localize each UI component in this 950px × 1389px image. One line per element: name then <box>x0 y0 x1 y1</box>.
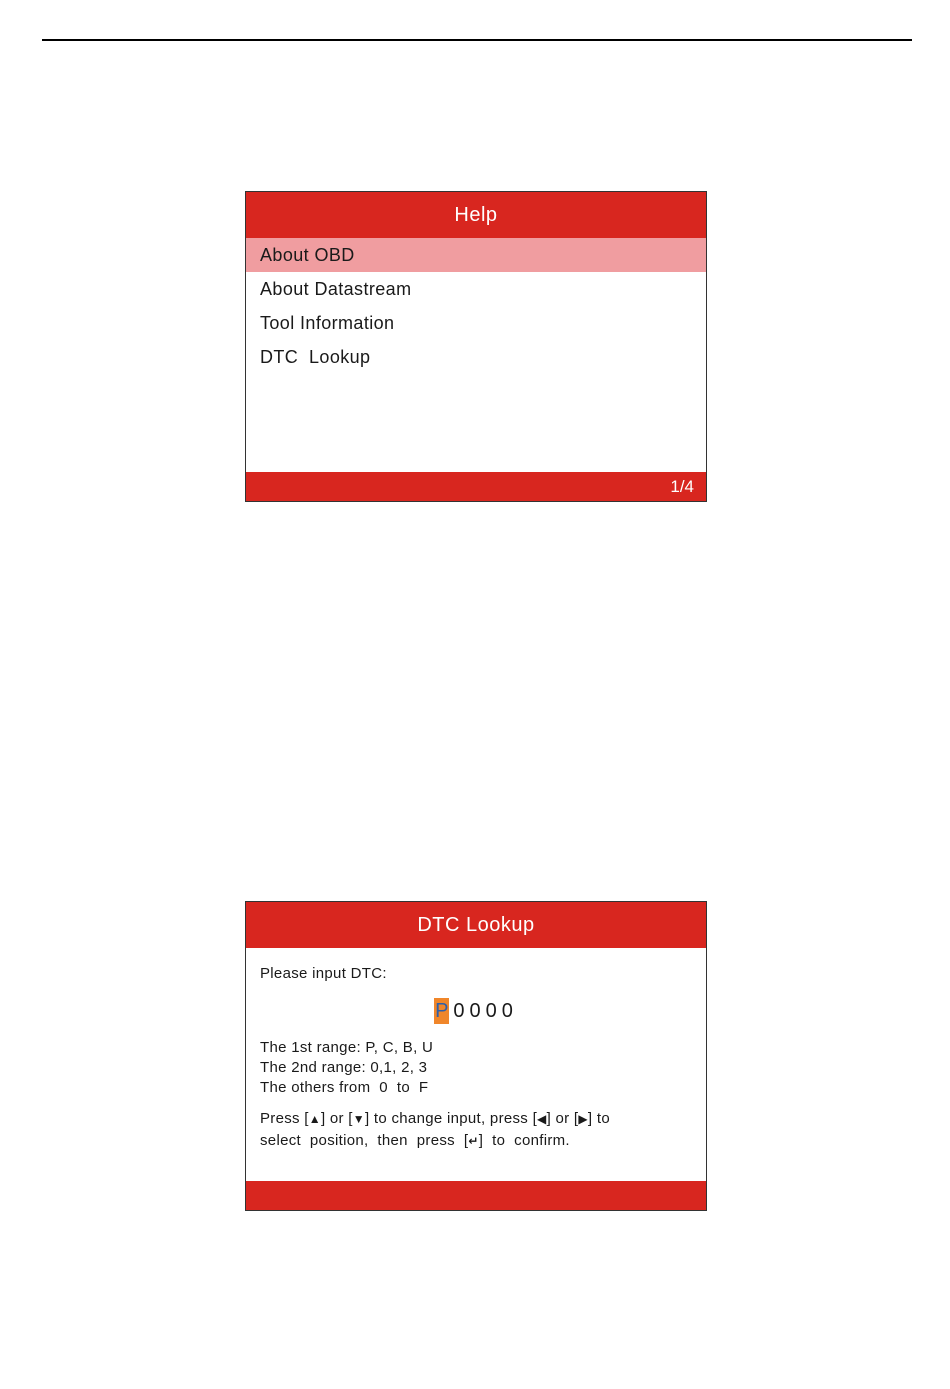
menu-item-about-obd[interactable]: About OBD <box>246 238 706 272</box>
instruction-text: ] or [ <box>320 1110 353 1127</box>
instruction-text: select position, then press [ <box>260 1132 469 1149</box>
dtc-instructions <box>260 1108 692 1152</box>
down-arrow-icon: ▼ <box>352 1112 365 1126</box>
dtc-title: DTC Lookup <box>417 913 535 936</box>
instruction-line-2 <box>260 1130 692 1152</box>
instruction-text: Press [ <box>260 1110 309 1127</box>
dtc-code-input[interactable] <box>260 998 692 1024</box>
instruction-line-1 <box>260 1108 692 1130</box>
code-char[interactable]: 0 <box>469 1000 486 1022</box>
left-arrow-icon: ◀ <box>537 1112 547 1126</box>
dtc-body <box>260 948 692 1152</box>
range-line: The 2nd range: 0,1, 2, 3 <box>260 1059 428 1076</box>
instruction-text: ] or [ <box>546 1110 579 1127</box>
instruction-text: ] to <box>587 1110 610 1127</box>
help-footer-bar <box>246 472 706 501</box>
menu-item-tool-information[interactable]: Tool Information <box>260 313 395 333</box>
instruction-text: ] to confirm. <box>478 1132 570 1149</box>
right-arrow-icon: ▶ <box>578 1112 588 1126</box>
enter-key-icon: ↵ <box>468 1134 479 1148</box>
up-arrow-icon: ▲ <box>308 1112 321 1126</box>
help-title: Help <box>454 203 498 226</box>
page-indicator: 1/4 <box>670 476 694 496</box>
code-char[interactable]: 0 <box>501 1000 518 1022</box>
instruction-text: ] to change input, press [ <box>364 1110 538 1127</box>
dtc-footer-bar <box>246 1181 706 1210</box>
top-rule <box>42 39 912 41</box>
help-screen <box>245 191 707 502</box>
code-char[interactable]: 0 <box>485 1000 502 1022</box>
menu-item-dtc-lookup[interactable]: DTC Lookup <box>260 347 371 367</box>
code-char-active[interactable]: P <box>435 1000 449 1022</box>
code-char[interactable]: 0 <box>453 1000 470 1022</box>
range-line: The 1st range: P, C, B, U <box>260 1039 434 1056</box>
dtc-lookup-screen <box>245 901 707 1211</box>
help-menu <box>246 238 706 374</box>
range-line: The others from 0 to F <box>260 1079 429 1096</box>
menu-item-about-datastream[interactable]: About Datastream <box>260 279 412 299</box>
dtc-prompt: Please input DTC: <box>260 965 387 982</box>
dtc-title-bar <box>246 902 706 948</box>
dtc-ranges <box>260 1038 692 1098</box>
help-title-bar <box>246 192 706 238</box>
